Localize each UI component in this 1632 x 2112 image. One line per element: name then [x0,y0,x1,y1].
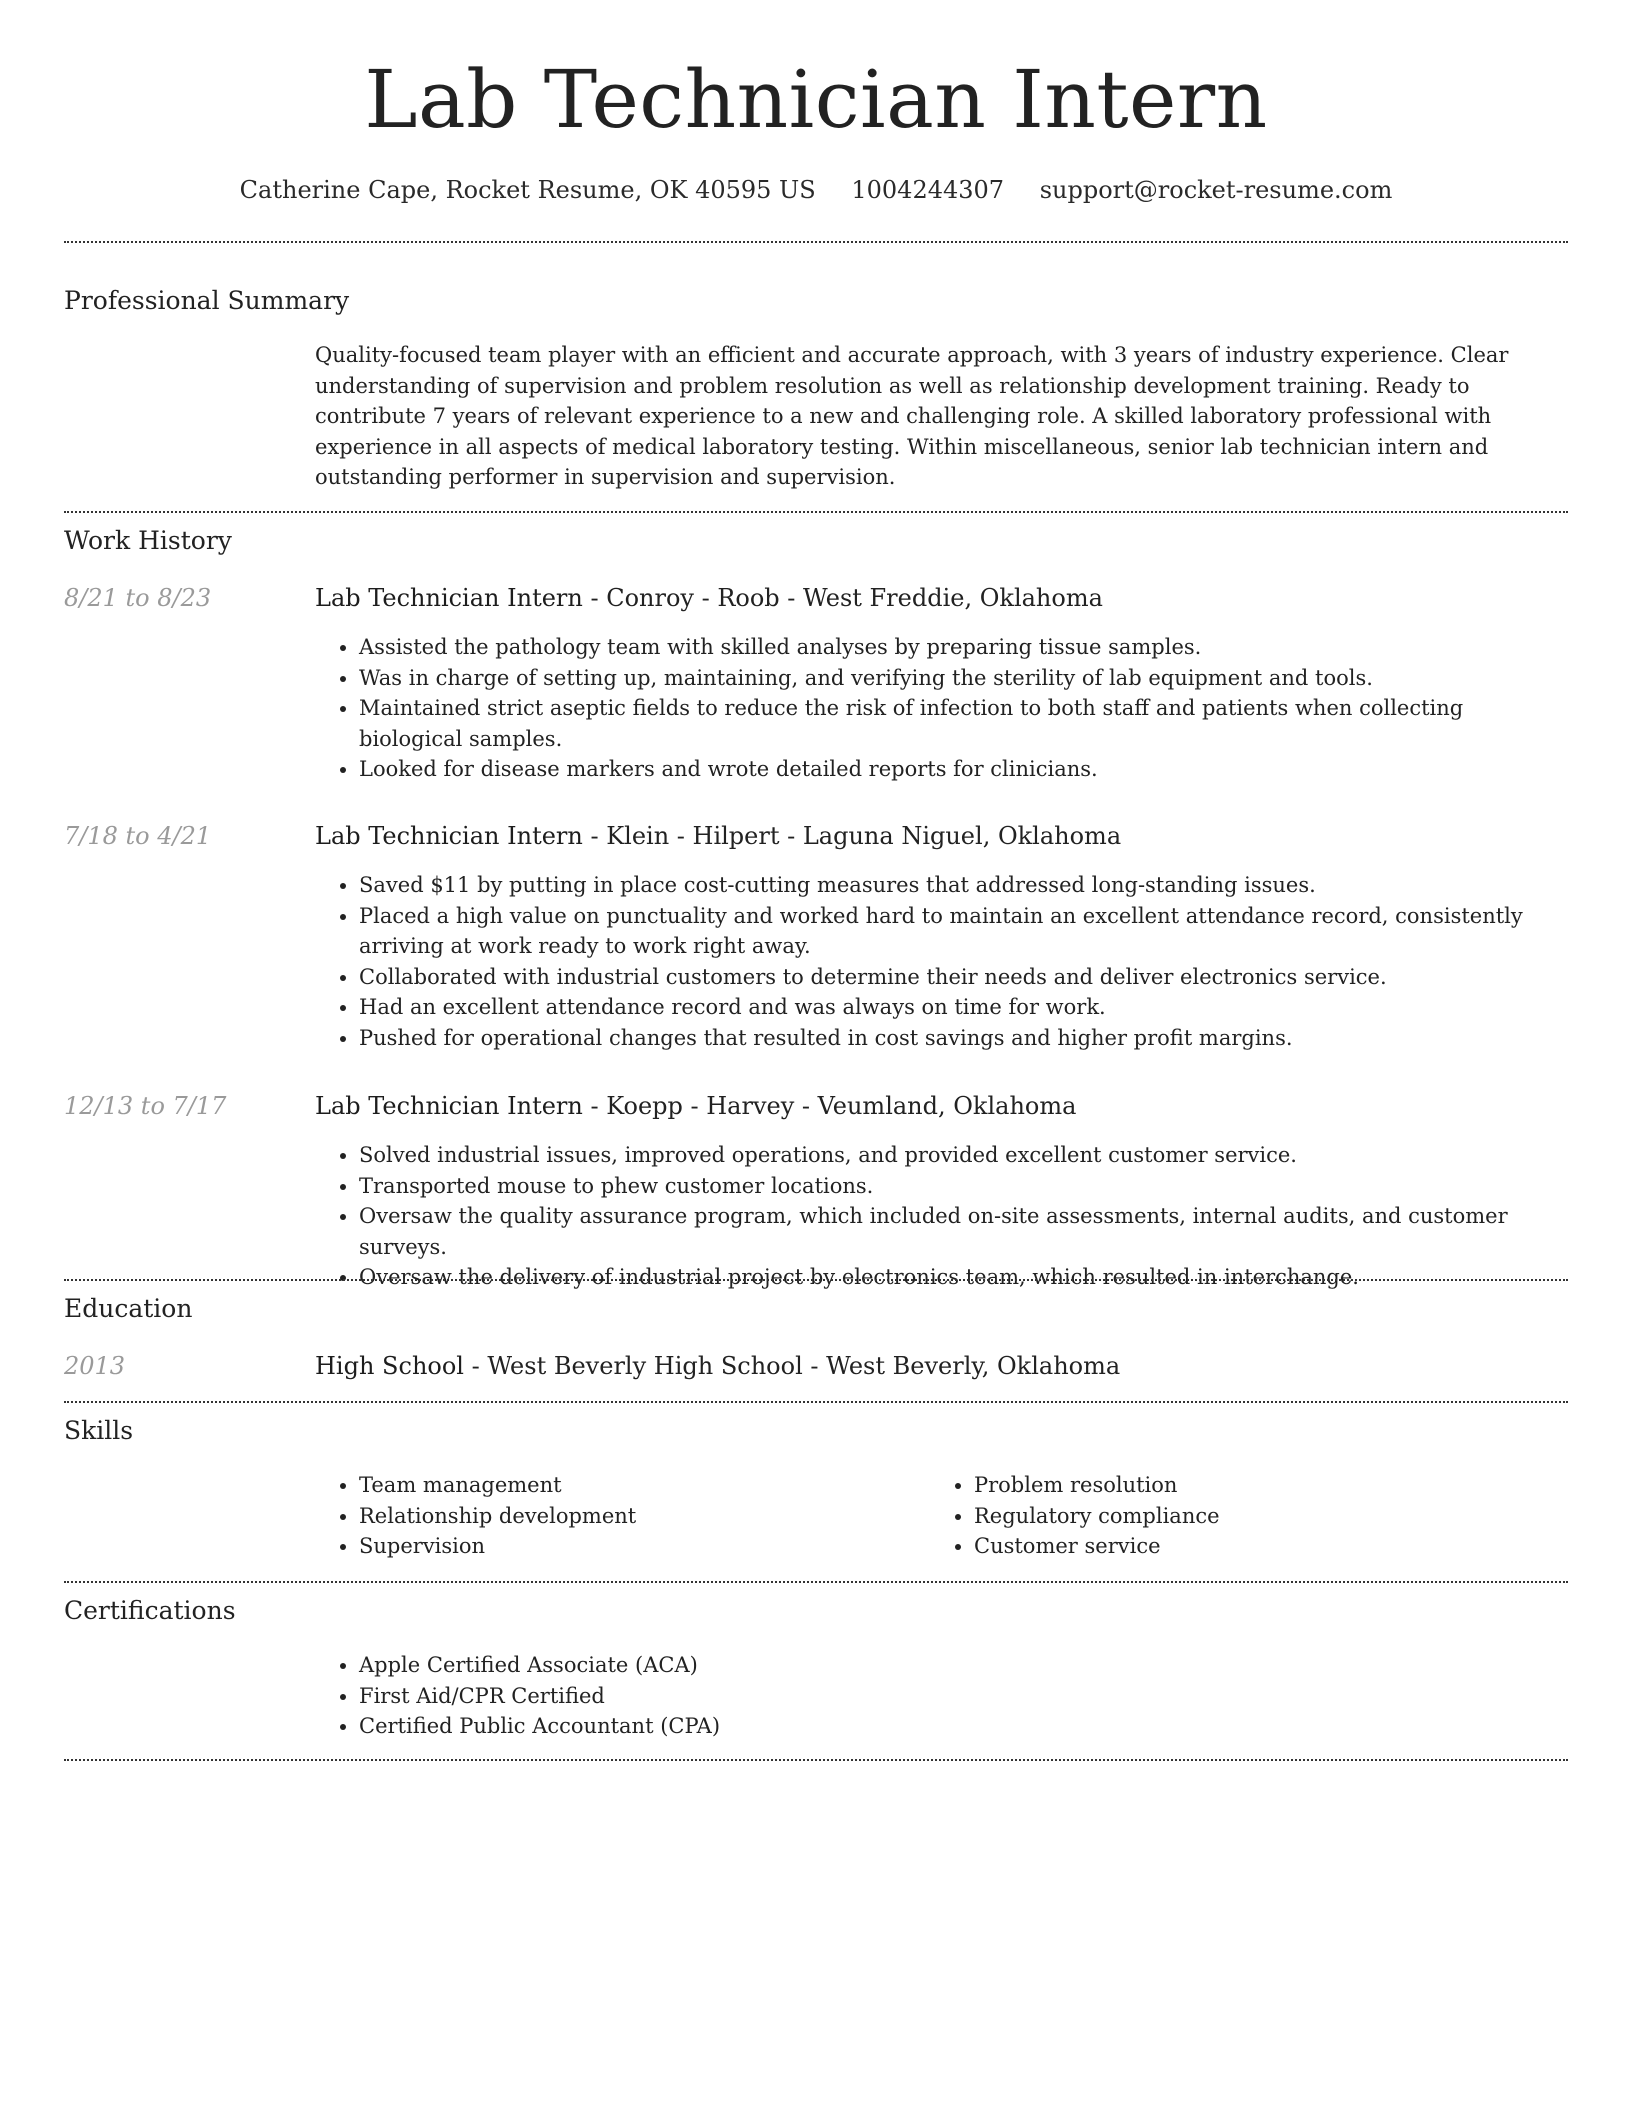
contact-address: Catherine Cape, Rocket Resume, OK 40595 US [239,176,816,204]
contact-email: support@rocket-resume.com [1039,176,1393,204]
list-item: • Oversaw the delivery of industrial project by electronics team, which resulted in interchange. [359,1262,1569,1293]
list-item: • Apple Certified Associate (ACA) [359,1650,1569,1681]
skills-list-right [930,1470,1632,1562]
page-title: Lab Technician Intern [364,53,1268,146]
job-role: Lab Technician Intern [315,584,583,612]
job-bullets [315,870,1569,1053]
education-school: - West Beverly High School - West Beverly, Oklahoma [463,1352,1121,1380]
education-entry [315,1349,1120,1383]
section-title-work-history: Work History [64,526,232,555]
list-item: • Supervision [359,1531,1569,1562]
list-item: • First Aid/CPR Certified [359,1681,1569,1712]
education-year: 2013 [64,1352,126,1380]
list-item: • Transported mouse to phew customer locations. [359,1171,1569,1202]
job-employer: - Conroy - Roob - West Freddie, Oklahoma [582,584,1103,612]
section-title-summary: Professional Summary [64,286,350,315]
job-dates: 8/21 to 8/23 [64,584,212,612]
divider [64,1401,1568,1403]
section-title-skills: Skills [64,1416,134,1445]
list-item: • Regulatory compliance [974,1501,1632,1532]
job-bullets [315,1140,1569,1293]
job-role: Lab Technician Intern [315,1092,583,1120]
list-item: • Was in charge of setting up, maintaining, and verifying the sterility of lab equipment and tools. [359,663,1569,694]
list-item: • Relationship development [359,1501,1569,1532]
list-item: • Looked for disease markers and wrote detailed reports for clinicians. [359,754,1569,785]
list-item: • Saved $11 by putting in place cost-cutting measures that addressed long-standing issues. [359,870,1569,901]
divider [64,1581,1568,1583]
job-dates: 12/13 to 7/17 [64,1092,227,1120]
list-item: • Problem resolution [974,1470,1632,1501]
job-employer: - Koepp - Harvey - Veumland, Oklahoma [582,1092,1077,1120]
divider [64,1279,1568,1281]
list-item: • Oversaw the quality assurance program, which included on-site assessments, internal audits, and customer surveys. [359,1201,1569,1262]
list-item: • Solved industrial issues, improved operations, and provided excellent customer service. [359,1140,1569,1171]
divider [64,1759,1568,1761]
job-title [315,819,1121,853]
job-title [315,1089,1076,1123]
contact-phone: 1004244307 [851,176,1005,204]
list-item: • Team management [359,1470,1569,1501]
job-title [315,581,1103,615]
section-title-certifications: Certifications [64,1596,236,1625]
job-employer: - Klein - Hilpert - Laguna Niguel, Oklahoma [582,822,1122,850]
education-degree: High School [315,1352,464,1380]
job-dates: 7/18 to 4/21 [64,822,212,850]
contact-line [64,170,1568,210]
divider [64,511,1568,513]
list-item: • Certified Public Accountant (CPA) [359,1711,1569,1742]
list-item: • Customer service [974,1531,1632,1562]
list-item: • Assisted the pathology team with skilled analyses by preparing tissue samples. [359,632,1569,663]
list-item: • Had an excellent attendance record and was always on time for work. [359,992,1569,1023]
job-bullets [315,632,1569,785]
list-item: • Placed a high value on punctuality and worked hard to maintain an excellent attendance record, consistently arriving at work ready to work right away. [359,901,1569,962]
list-item: • Collaborated with industrial customers to determine their needs and deliver electronics service. [359,962,1569,993]
list-item: • Pushed for operational changes that resulted in cost savings and higher profit margins. [359,1023,1569,1054]
certifications-list [315,1650,1569,1742]
list-item: • Maintained strict aseptic fields to reduce the risk of infection to both staff and patients when collecting biological samples. [359,693,1569,754]
summary-text: Quality-focused team player with an efficient and accurate approach, with 3 years of industry experience. Clear understanding of supervision and problem resolution as well as relationship development training. Ready to contribute 7 years of relevant experience to a new and challenging role. A skilled laboratory professional with experience in all aspects of medical laboratory testing. Within miscellaneous, senior lab technician intern and outstanding performer in supervision and supervision. [315,343,1509,489]
section-title-education: Education [64,1294,193,1323]
job-role: Lab Technician Intern [315,822,583,850]
divider [64,241,1568,243]
